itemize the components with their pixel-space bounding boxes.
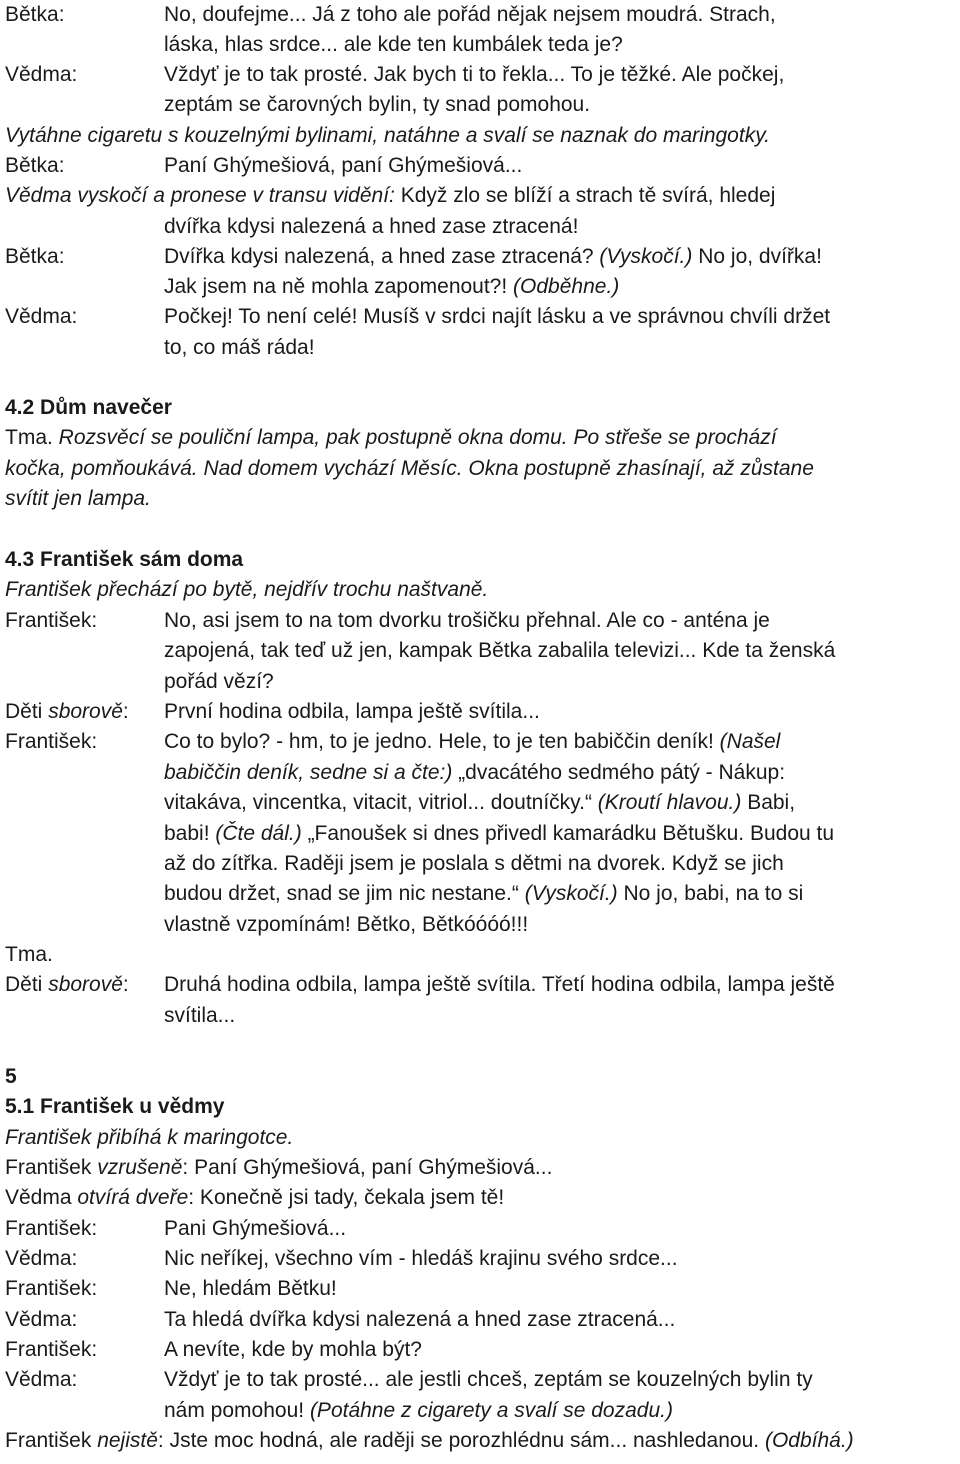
stage-direction: vzrušeně bbox=[97, 1156, 183, 1179]
dialogue-line bbox=[164, 0, 776, 30]
stage-direction: František přibíhá k maringotce. bbox=[5, 1126, 294, 1149]
speaker-colon: : bbox=[122, 973, 129, 996]
line-text: pořád vězí? bbox=[164, 670, 274, 693]
speaker-label: Bětka: bbox=[5, 3, 65, 26]
dialogue-line bbox=[164, 606, 770, 636]
line-text: vlastně vzpomínám! Bětko, Bětkóóóó!!! bbox=[164, 913, 529, 936]
line-text: A nevíte, kde by mohla být? bbox=[164, 1338, 422, 1361]
line-text: nám pomohou! bbox=[164, 1399, 310, 1422]
text-line bbox=[5, 1153, 552, 1183]
dialogue-continuation bbox=[164, 1396, 673, 1426]
stage-direction: (Odběhne.) bbox=[513, 275, 620, 298]
dialogue-continuation bbox=[164, 758, 785, 788]
speaker-name: Děti bbox=[5, 700, 49, 723]
stage-direction: (Potáhne z cigarety a svalí se dozadu.) bbox=[309, 1399, 673, 1422]
line-text: budou držet, snad se jim nic nestane.“ bbox=[164, 882, 525, 905]
line-text: Počkej! To není celé! Musíš v srdci najít lásku a ve správnou chvíli držet bbox=[164, 305, 831, 328]
speaker-label: František: bbox=[5, 1217, 98, 1240]
line-text: No jo, babi, na to si bbox=[617, 882, 804, 905]
dialogue-line bbox=[164, 1335, 422, 1365]
speaker-label: Bětka: bbox=[5, 154, 65, 177]
dialogue-line bbox=[164, 1274, 337, 1304]
line-text: 4.2 Dům navečer bbox=[5, 396, 172, 419]
line-text: vitakáva, vincentka, vitacit, vitriol... doutníčky.“ bbox=[164, 791, 598, 814]
dialogue-continuation bbox=[164, 90, 590, 120]
dialogue-continuation bbox=[164, 30, 623, 60]
line-text: No, doufejme... Já z toho ale pořád nějak nejsem moudrá. Strach, bbox=[164, 3, 776, 26]
dialogue-continuation bbox=[164, 212, 578, 242]
stage-direction: Vědma vyskočí a pronese v transu vidění: bbox=[5, 184, 395, 207]
dialogue-line bbox=[164, 1365, 813, 1395]
line-text: „dvacátého sedmého pátý - Nákup: bbox=[452, 761, 786, 784]
line-text: Vždyť je to tak prosté... ale jestli chceš, zeptám se kouzelných bylin ty bbox=[164, 1368, 813, 1391]
dialogue-line bbox=[164, 1305, 675, 1335]
line-text: No jo, dvířka! bbox=[692, 245, 822, 268]
line-text: 4.3 František sám doma bbox=[5, 548, 244, 571]
dialogue-continuation bbox=[164, 636, 835, 666]
speaker-label: Vědma: bbox=[5, 305, 78, 328]
stage-direction: babiččin deník, sedne si a čte:) bbox=[164, 761, 453, 784]
speaker-label: Vědma: bbox=[5, 63, 78, 86]
dialogue-line bbox=[164, 242, 822, 272]
text-line bbox=[5, 484, 151, 514]
speaker-manner: sborově bbox=[48, 700, 123, 723]
stage-direction: svítit jen lampa. bbox=[5, 487, 151, 510]
dialogue-continuation bbox=[164, 788, 795, 818]
stage-direction: otvírá dveře bbox=[77, 1186, 189, 1209]
speaker-colon: : bbox=[122, 700, 129, 723]
line-text: První hodina odbila, lampa ještě svítila... bbox=[164, 700, 540, 723]
line-text: Jak jsem na ně mohla zapomenout?! bbox=[164, 275, 514, 298]
stage-direction: nejistě bbox=[97, 1429, 158, 1452]
text-line bbox=[5, 454, 814, 484]
text-line bbox=[5, 181, 775, 211]
line-text: Vědma bbox=[5, 1186, 78, 1209]
line-text: „Fanoušek si dnes přivedl kamarádku Bětušku. Budou tu bbox=[301, 822, 835, 845]
section-heading bbox=[5, 545, 243, 575]
line-text: : Jste moc hodná, ale raději se porozhlédnu sám... nashledanou. bbox=[157, 1429, 765, 1452]
line-text: až do zítřka. Raději jsem je poslala s dětmi na dvorek. Když se jich bbox=[164, 852, 784, 875]
stage-direction: František přechází po bytě, nejdřív trochu naštvaně. bbox=[5, 578, 489, 601]
section-heading bbox=[5, 393, 172, 423]
line-text: No, asi jsem to na tom dvorku trošičku přehnal. Ale co - anténa je bbox=[164, 609, 770, 632]
line-text: láska, hlas srdce... ale kde ten kumbálek teda je? bbox=[164, 33, 623, 56]
stage-direction: (Kroutí hlavou.) bbox=[597, 791, 742, 814]
line-text: : Konečně jsi tady, čekala jsem tě! bbox=[188, 1186, 505, 1209]
speaker-label: Bětka: bbox=[5, 245, 65, 268]
dialogue-continuation bbox=[164, 819, 834, 849]
line-text: : Paní Ghýmešiová, paní Ghýmešiová... bbox=[182, 1156, 553, 1179]
dialogue-line bbox=[164, 60, 784, 90]
section-heading bbox=[5, 1092, 224, 1122]
text-line bbox=[5, 1426, 854, 1456]
text-line bbox=[5, 940, 53, 970]
line-text: Ne, hledám Bětku! bbox=[164, 1277, 337, 1300]
speaker-label: František: bbox=[5, 1338, 98, 1361]
speaker-label bbox=[5, 970, 129, 1000]
speaker-name: Děti bbox=[5, 973, 49, 996]
line-text: Nic neříkej, všechno vím - hledáš krajinu svého srdce... bbox=[164, 1247, 678, 1270]
dialogue-line bbox=[164, 970, 835, 1000]
line-text: Druhá hodina odbila, lampa ještě svítila. Třetí hodina odbila, lampa ještě bbox=[164, 973, 835, 996]
text-line bbox=[5, 423, 777, 453]
stage-direction: (Čte dál.) bbox=[215, 822, 302, 845]
dialogue-line bbox=[164, 1214, 346, 1244]
speaker-label: Vědma: bbox=[5, 1247, 78, 1270]
line-text: to, co máš ráda! bbox=[164, 336, 315, 359]
speaker-label: František: bbox=[5, 730, 98, 753]
stage-direction: Vytáhne cigaretu s kouzelnými bylinami, natáhne a svalí se naznak do maringotky. bbox=[5, 124, 770, 147]
speaker-label: Vědma: bbox=[5, 1368, 78, 1391]
dialogue-line bbox=[164, 151, 522, 181]
section-heading bbox=[5, 1062, 17, 1092]
speaker-label: František: bbox=[5, 609, 98, 632]
dialogue-continuation bbox=[164, 849, 784, 879]
line-text: František bbox=[5, 1156, 98, 1179]
text-line bbox=[5, 1123, 293, 1153]
stage-direction: kočka, pomňoukává. Nad domem vychází Měsíc. Okna postupně zhasínají, až zůstane bbox=[5, 457, 814, 480]
dialogue-continuation bbox=[164, 667, 274, 697]
dialogue-line bbox=[164, 302, 830, 332]
line-text: Tma. bbox=[5, 943, 53, 966]
line-text: Paní Ghýmešiová, paní Ghýmešiová... bbox=[164, 154, 523, 177]
line-text: František bbox=[5, 1429, 98, 1452]
line-text: Co to bylo? - hm, to je jedno. Hele, to je ten babiččin deník! bbox=[164, 730, 720, 753]
speaker-label: Vědma: bbox=[5, 1308, 78, 1331]
speaker-manner: sborově bbox=[48, 973, 123, 996]
text-line bbox=[5, 1183, 504, 1213]
text-line bbox=[5, 121, 770, 151]
dialogue-line bbox=[164, 1244, 678, 1274]
speaker-label bbox=[5, 697, 129, 727]
line-text: zapojená, tak teď už jen, kampak Bětka zabalila televizi... Kde ta ženská bbox=[164, 639, 836, 662]
dialogue-line bbox=[164, 697, 540, 727]
line-text: 5 bbox=[5, 1065, 17, 1088]
line-text: 5.1 František u vědmy bbox=[5, 1095, 225, 1118]
dialogue-continuation bbox=[164, 879, 803, 909]
stage-direction: (Odbíhá.) bbox=[764, 1429, 854, 1452]
line-text: Dvířka kdysi nalezená, a hned zase ztracená? bbox=[164, 245, 600, 268]
stage-direction: (Vyskočí.) bbox=[524, 882, 618, 905]
dialogue-continuation bbox=[164, 1001, 235, 1031]
dialogue-continuation bbox=[164, 272, 619, 302]
dialogue-line bbox=[164, 727, 780, 757]
line-text: zeptám se čarovných bylin, ty snad pomohou. bbox=[164, 93, 591, 116]
text-line bbox=[5, 575, 488, 605]
line-text: dvířka kdysi nalezená a hned zase ztracená! bbox=[164, 215, 579, 238]
line-text: Pani Ghýmešiová... bbox=[164, 1217, 347, 1240]
speaker-label: František: bbox=[5, 1277, 98, 1300]
line-text: Ta hledá dvířka kdysi nalezená a hned zase ztracená... bbox=[164, 1308, 676, 1331]
line-text: babi! bbox=[164, 822, 216, 845]
stage-direction: (Našel bbox=[719, 730, 781, 753]
line-text: Tma. bbox=[5, 426, 59, 449]
line-text: svítila... bbox=[164, 1004, 236, 1027]
dialogue-continuation bbox=[164, 910, 528, 940]
stage-direction: (Vyskočí.) bbox=[599, 245, 693, 268]
line-text: Když zlo se blíží a strach tě svírá, hledej bbox=[394, 184, 776, 207]
dialogue-continuation bbox=[164, 333, 315, 363]
line-text: Babi, bbox=[741, 791, 796, 814]
stage-direction: Rozsvěcí se pouliční lampa, pak postupně okna domu. Po střeše se prochází bbox=[58, 426, 777, 449]
line-text: Vždyť je to tak prosté. Jak bych ti to řekla... To je těžké. Ale počkej, bbox=[164, 63, 785, 86]
